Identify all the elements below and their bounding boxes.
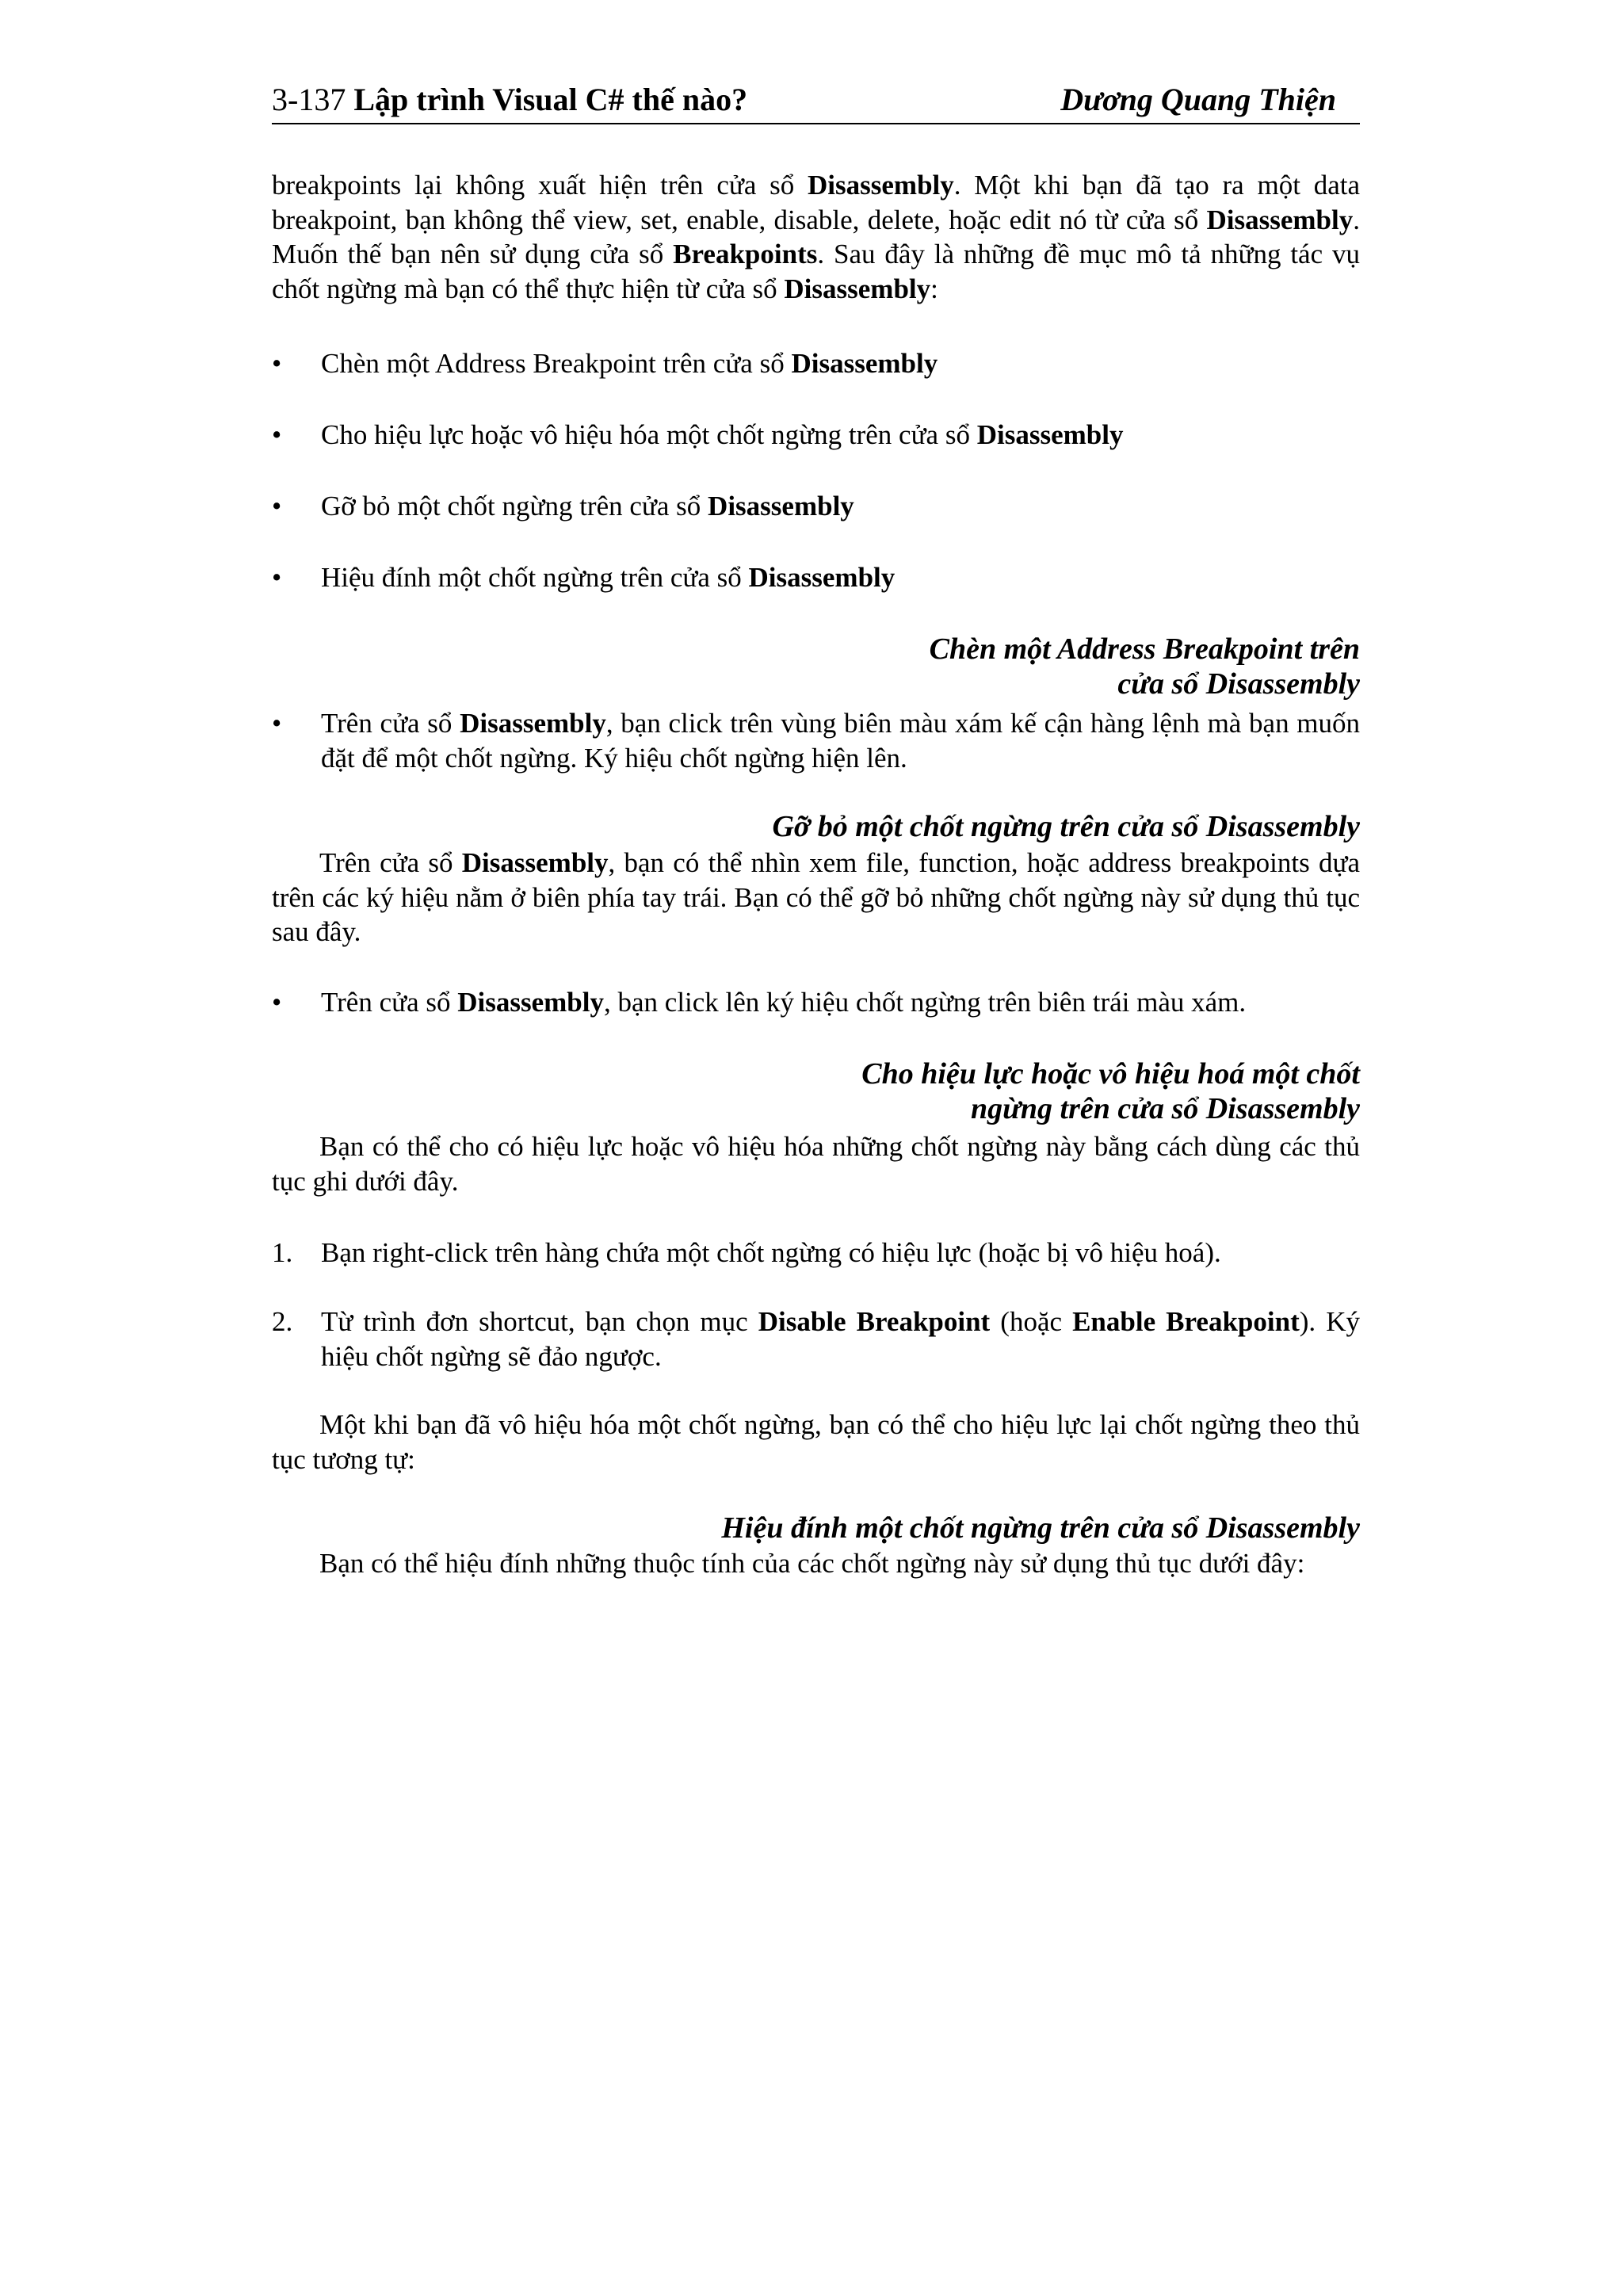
step-bold: Enable Breakpoint: [1072, 1306, 1300, 1337]
section-heading-remove: Gỡ bỏ một chốt ngừng trên cửa sổ Disassembly: [772, 810, 1360, 843]
list-item: [272, 418, 1360, 453]
page-header: [272, 76, 1360, 124]
list-item-text: [321, 489, 1360, 524]
list-item: [272, 489, 1360, 524]
step-text: [321, 1305, 1360, 1373]
list-item-plain: , bạn click trên vùng biên màu xám kế cận hàng lệnh mà bạn muốn đặt để một chốt ngừng. Ký hiệu chốt ngừng hiện lên.: [321, 708, 1360, 774]
heading-line-1: Chèn một Address Breakpoint trên: [929, 632, 1360, 666]
list-item-text: [321, 346, 1360, 381]
remove-paragraph: [272, 846, 1360, 949]
step-bold: Disable Breakpoint: [758, 1306, 991, 1337]
list-item-plain: Cho hiệu lực hoặc vô hiệu hóa một chốt ngừng trên cửa sổ: [321, 419, 977, 450]
intro-bold-2: Disassembly: [1206, 204, 1354, 235]
list-item-plain: Hiệu đính một chốt ngừng trên cửa sổ: [321, 562, 749, 593]
intro-bold-3: Breakpoints: [673, 239, 818, 269]
list-item-plain: Gỡ bỏ một chốt ngừng trên cửa sổ: [321, 491, 708, 521]
page-number: 3-137: [272, 82, 346, 117]
intro-bold-1: Disassembly: [808, 170, 954, 201]
bullet-marker: •: [272, 419, 282, 450]
step-plain: ). Ký hiệu chốt ngừng sẽ đảo ngược.: [321, 1306, 1360, 1372]
list-item-text: [321, 560, 1360, 595]
heading-line-2: ngừng trên cửa sổ Disassembly: [970, 1092, 1360, 1125]
section-heading-insert: [272, 632, 1360, 701]
numbered-step: [272, 1236, 1360, 1270]
enable-intro-paragraph: Bạn có thể cho có hiệu lực hoặc vô hiệu hóa những chốt ngừng này bằng cách dùng các thủ tục ghi dưới đây.: [272, 1131, 1360, 1197]
author-name: Dương Quang Thiện: [1060, 82, 1336, 117]
header-left: [272, 76, 747, 124]
intro-text-3: . Muốn thế bạn nên sử dụng cửa sổ: [272, 204, 1360, 269]
list-item-plain: Trên cửa sổ: [321, 987, 458, 1018]
list-item-text: [321, 418, 1360, 453]
enable-closing-paragraph: Một khi bạn đã vô hiệu hóa một chốt ngừng, bạn có thể cho hiệu lực lại chốt ngừng theo thủ tục tương tự:: [272, 1409, 1360, 1475]
list-item-plain: Chèn một Address Breakpoint trên cửa sổ: [321, 348, 792, 379]
edit-intro-paragraph: Bạn có thể hiệu đính những thuộc tính của các chốt ngừng này sử dụng thủ tục dưới đây:: [319, 1548, 1305, 1579]
bullet-marker: •: [272, 987, 282, 1018]
section-heading-enable: [272, 1056, 1360, 1126]
paragraph-bold: Disassembly: [461, 847, 609, 878]
list-item: [272, 560, 1360, 595]
step-text: Bạn right-click trên hàng chứa một chốt ngừng có hiệu lực (hoặc bị vô hiệu hoá).: [321, 1237, 1221, 1268]
header-rule: [272, 123, 1360, 124]
bullet-marker: •: [272, 708, 282, 739]
step-number: 2.: [272, 1306, 293, 1337]
list-item-bold: Disassembly: [457, 987, 604, 1018]
paragraph-text: Trên cửa sổ: [319, 847, 462, 878]
section-heading-edit: Hiệu đính một chốt ngừng trên cửa sổ Disassembly: [721, 1511, 1360, 1545]
list-item: [272, 346, 1360, 381]
paragraph-text: , bạn có thể nhìn xem file, function, hoặc address breakpoints dựa trên các ký hiệu nằm ở biên phía tay trái. Bạn có thể gỡ bỏ những chốt ngừng này sử dụng thủ tục sau đây.: [272, 847, 1360, 947]
intro-text-5: :: [930, 273, 938, 304]
list-item-bold: Disassembly: [708, 491, 854, 521]
step-number: 1.: [272, 1237, 293, 1268]
bullet-marker: •: [272, 348, 282, 379]
intro-text-4: . Sau đây là những đề mục mô tả những tác vụ chốt ngừng mà bạn có thể thực hiện từ cửa sổ: [272, 239, 1360, 304]
bullet-marker: •: [272, 491, 282, 521]
numbered-step: [272, 1305, 1360, 1373]
list-item-text: [321, 706, 1360, 775]
step-plain: (hoặc: [990, 1306, 1073, 1337]
list-item-bold: Disassembly: [748, 562, 896, 593]
bullet-marker: •: [272, 562, 282, 593]
list-item-plain: Trên cửa sổ: [321, 708, 460, 739]
list-item-bold: Disassembly: [460, 708, 606, 739]
intro-paragraph: [272, 168, 1360, 306]
heading-line-1: Cho hiệu lực hoặc vô hiệu hoá một chốt: [861, 1057, 1360, 1091]
intro-text-1: breakpoints lại không xuất hiện trên cửa sổ: [272, 170, 808, 201]
list-item-text: [321, 985, 1360, 1020]
list-item-bold: Disassembly: [976, 419, 1124, 450]
heading-line-2: cửa sổ Disassembly: [1117, 667, 1360, 701]
list-item-bold: Disassembly: [791, 348, 938, 379]
list-item-plain: , bạn click lên ký hiệu chốt ngừng trên biên trái màu xám.: [604, 987, 1247, 1018]
step-plain: Từ trình đơn shortcut, bạn chọn mục: [321, 1306, 758, 1337]
intro-bold-4: Disassembly: [784, 273, 931, 304]
list-item: [272, 985, 1360, 1020]
book-title: Lập trình Visual C# thế nào?: [353, 82, 748, 117]
list-item: [272, 706, 1360, 775]
intro-text-2: . Một khi bạn đã tạo ra một data breakpoint, bạn không thể view, set, enable, disable, delete, hoặc edit nó từ cửa sổ: [272, 170, 1360, 235]
